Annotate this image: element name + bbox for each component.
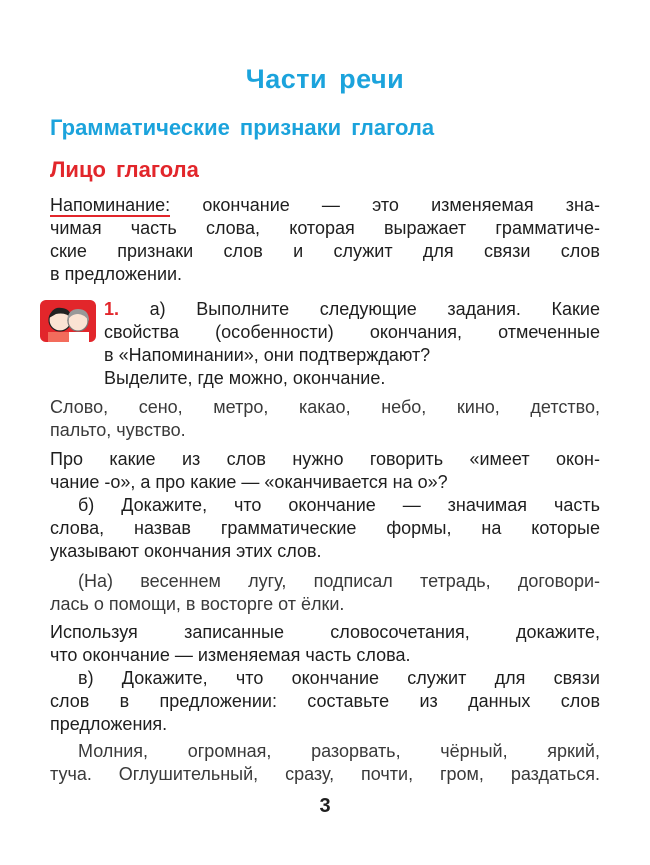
page-title: Части речи	[245, 64, 405, 94]
page-number: 3	[319, 795, 331, 817]
example-words-1: Слово, сено, метро, какао, небо, кино, детство, пальто, чувство.	[50, 397, 600, 440]
question-block-2: Используя записанные словосочетания, докажите, что окончание — изменяемая часть слова. в) Докажите, что окончание служит для связи слов в предложении: составьте из данных слов предложения.	[50, 622, 600, 734]
reminder-block: Напоминание: окончание — это изменяемая зна- чимая часть слова, которая выражает грамматиче- ские признаки слов и служит для связи слов в предложении.	[50, 195, 600, 284]
task-1: 1. а) Выполните следующие задания. Какие свойства (особенности) окончания, отмеченные в «Напоминании», они подтверждают? Выделите, где можно, окончание.	[104, 299, 600, 388]
question-block-1: Про какие из слов нужно говорить «имеет окон- чание -о», а про какие — «оканчивается на о»? б) Докажите, что окончание — значимая часть слова, назвав грамматические формы, на которые указывают окончания этих слов.	[50, 449, 600, 561]
chapter-subtitle: Грамматические признаки глагола	[50, 115, 435, 140]
example-words-2: Молния, огромная, разорвать, чёрный, яркий, туча. Оглушительный, сразу, почти, гром, раздаться.	[50, 741, 600, 784]
example-phrases: (На) весеннем лугу, подписал тетрадь, договори- лась о помощи, в восторге от ёлки.	[50, 571, 600, 614]
pair-work-icon	[40, 300, 96, 342]
reminder-label: Напоминание:	[50, 195, 171, 215]
section-title: Лицо глагола	[50, 157, 199, 182]
task-number: 1.	[104, 299, 120, 319]
